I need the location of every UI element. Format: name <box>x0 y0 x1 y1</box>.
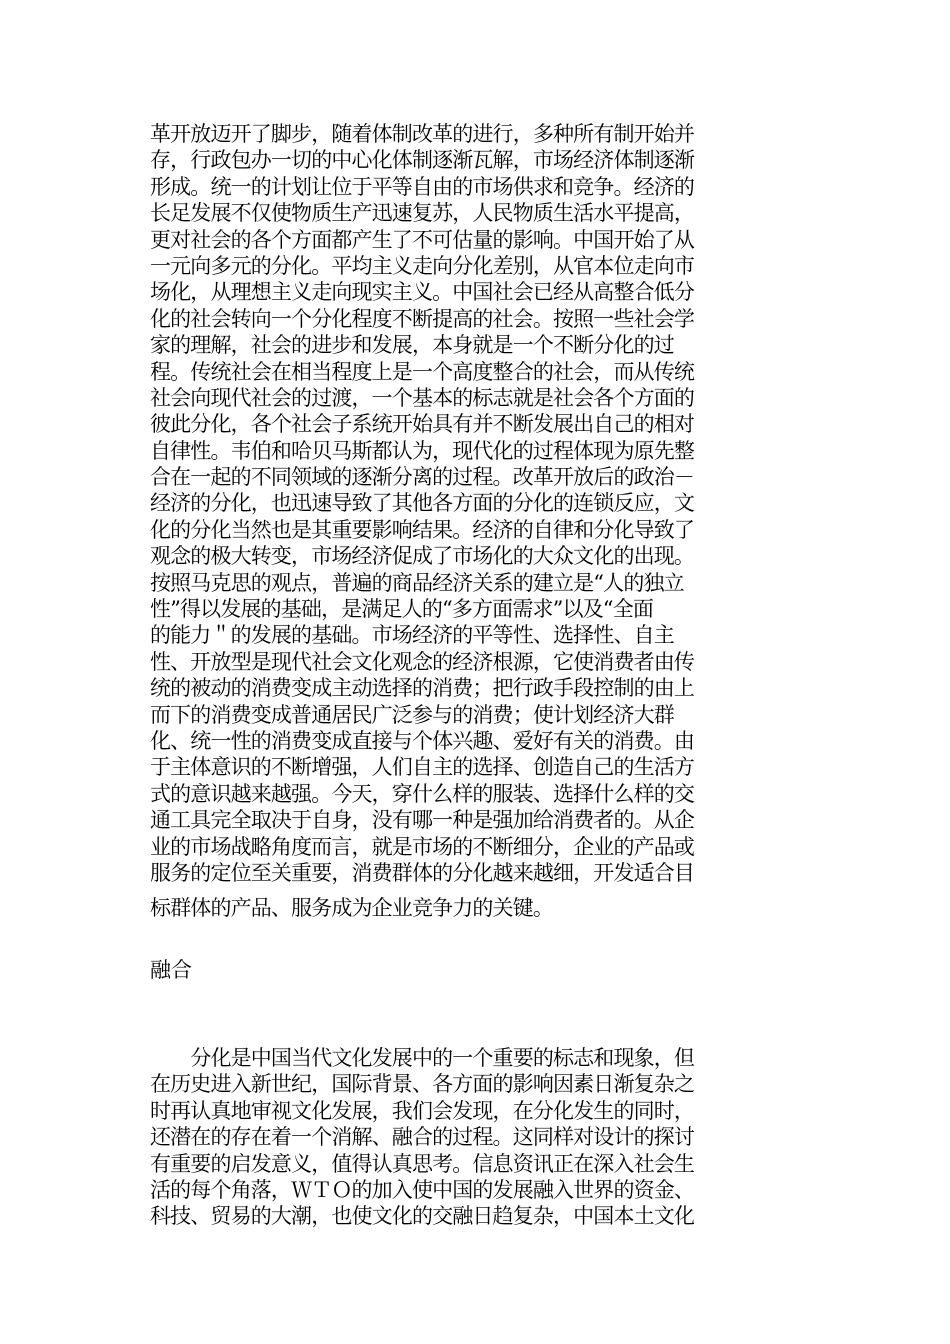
text-line: 按照马克思的观点，普遍的商品经济关系的建立是“人的独立 <box>150 570 684 595</box>
text-line: 服务的定位至关重要，消费群体的分化越来越细，开发适合目 <box>150 860 695 885</box>
text-line: 一元向多元的分化。平均主义走向分化差别，从官本位走向市 <box>150 253 695 278</box>
text-line: 化的分化当然也是其重要影响结果。经济的自律和分化导致了 <box>150 517 695 542</box>
text-line: 彼此分化，各个社会子系统开始具有并不断发展出自己的相对 <box>150 412 695 437</box>
text-line: 通工具完全取决于自身，没有哪一种是强加给消费者的。从企 <box>150 808 695 833</box>
text-line: 经济的分化，也迅速导致了其他各方面的分化的连锁反应，文 <box>150 491 695 516</box>
text-line: 分化是中国当代文化发展中的一个重要的标志和现象，但 <box>150 1046 695 1070</box>
text-line: 家的理解，社会的进步和发展，本身就是一个不断分化的过 <box>150 333 674 358</box>
text-line: 存，行政包办一切的中心化体制逐渐瓦解，市场经济体制逐渐 <box>150 148 695 173</box>
text-line: 于主体意识的不断增强，人们自主的选择、创造自己的生活方 <box>150 755 695 780</box>
text-line: 合在一起的不同领域的逐渐分离的过程。改革开放后的政治－ <box>150 465 695 490</box>
text-line: 时再认真地审视文化发展，我们会发现，在分化发生的同时， <box>150 1098 695 1123</box>
text-line: 自律性。韦伯和哈贝马斯都认为，现代化的过程体现为原先整 <box>150 438 695 463</box>
text-line: 程。传统社会在相当程度上是一个高度整合的社会，而从传统 <box>150 359 695 384</box>
text-line: 性”得以发展的基础，是满足人的“多方面需求”以及“全面 <box>150 597 653 622</box>
body-paragraph-1 <box>150 121 800 922</box>
text-line: 活的每个角落，ＷＴＯ的加入使中国的发展融入世界的资金、 <box>150 1177 695 1202</box>
text-line: 革开放迈开了脚步，随着体制改革的进行，多种所有制开始并 <box>150 122 695 146</box>
text-line: 科技、贸易的大潮，也使文化的交融日趋复杂，中国本土文化 <box>150 1204 695 1229</box>
text-line: 在历史进入新世纪，国际背景、各方面的影响因素日渐复杂之 <box>150 1072 695 1097</box>
body-paragraph-2 <box>150 1045 800 1230</box>
text-line: 式的意识越来越强。今天，穿什么样的服装、选择什么样的交 <box>150 781 695 806</box>
text-line: 社会向现代社会的过渡，一个基本的标志就是社会各个方面的 <box>150 385 695 410</box>
text-line: 而下的消费变成普通居民广泛参与的消费；使计划经济大群 <box>150 702 674 727</box>
text-line: 长足发展不仅使物质生产迅速复苏，人民物质生活水平提高， <box>150 201 695 226</box>
text-line: 统的被动的消费变成主动选择的消费；把行政手段控制的由上 <box>150 676 695 701</box>
text-line: 的能力＂的发展的基础。市场经济的平等性、选择性、自主 <box>150 623 674 648</box>
text-line: 业的市场战略角度而言，就是市场的不断细分，企业的产品或 <box>150 834 695 859</box>
text-line: 有重要的启发意义，值得认真思考。信息资讯正在深入社会生 <box>150 1151 695 1176</box>
text-line: 标群体的产品、服务成为企业竞争力的关键。 <box>150 896 553 921</box>
text-line: 还潜在的存在着一个消解、融合的过程。这同样对设计的探讨 <box>150 1125 695 1150</box>
text-line: 观念的极大转变，市场经济促成了市场化的大众文化的出现。 <box>150 544 695 569</box>
text-line: 化的社会转向一个分化程度不断提高的社会。按照一些社会学 <box>150 306 695 331</box>
text-line: 形成。统一的计划让位于平等自由的市场供求和竞争。经济的 <box>150 174 695 199</box>
text-line: 性、开放型是现代社会文化观念的经济根源，它使消费者由传 <box>150 649 695 674</box>
section-heading: 融合 <box>150 958 192 982</box>
text-line: 更对社会的各个方面都产生了不可估量的影响。中国开始了从 <box>150 227 695 252</box>
text-line: 化、统一性的消费变成直接与个体兴趣、爱好有关的消费。由 <box>150 728 695 753</box>
text-line: 场化，从理想主义走向现实主义。中国社会已经从高整合低分 <box>150 280 695 305</box>
